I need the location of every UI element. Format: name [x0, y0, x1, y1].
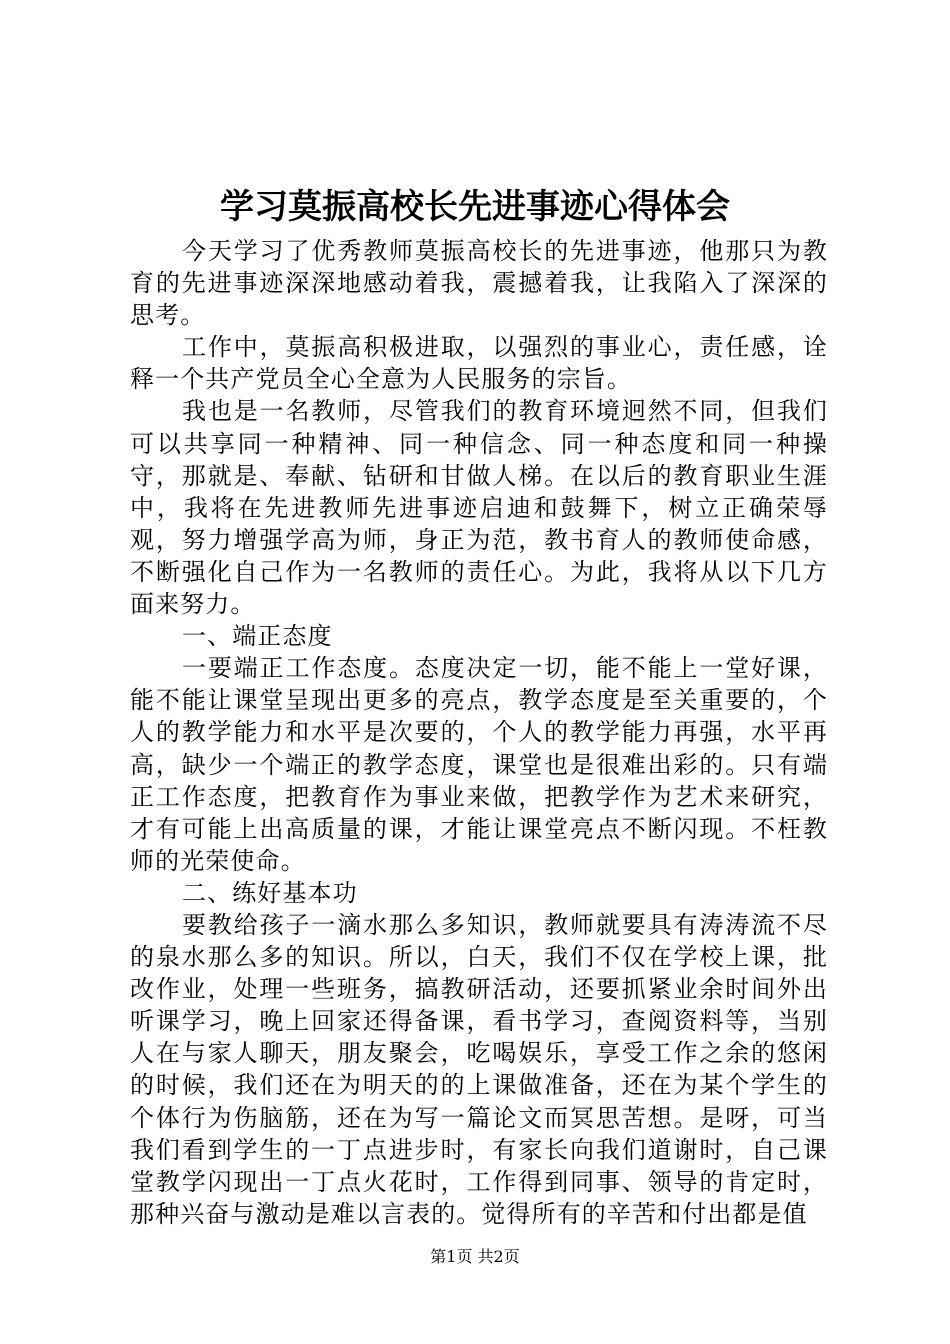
document-title: 学习莫振高校长先进事迹心得体会: [220, 187, 730, 227]
paragraph-basic-skills: 要教给孩子一滴水那么多知识，教师就要具有涛涛流不尽的泉水那么多的知识。所以，白天，我们不仅在学校上课，批改作业，处理一些班务，搞教研活动，还要抓紧业余时间外出听课学习，晚上回家还得备课，看书学习，查阅资料等，当别人在与家人聊天，朋友聚会，吃喝娱乐，享受工作之余的悠闲的时候，我们还在为明天的的上课做准备，还在为某个学生的个体行为伤脑筋，还在为写一篇论文而冥思苦想。是呀，可当我们看到学生的一丁点进步时，有家长向我们道谢时，自己课堂教学闪现出一丁点火花时，工作得到同事、领导的肯定时，那种兴奋与激动是难以言表的。觉得所有的辛苦和付出都是值: [130, 910, 828, 1228]
paragraph-work: 工作中，莫振高积极进取，以强烈的事业心，责任感，诠释一个共产党员全心全意为人民服务的宗旨。: [130, 333, 828, 394]
paragraph-teacher: 我也是一名教师，尽管我们的教育环境迥然不同，但我们可以共享同一种精神、同一种信念、同一种态度和同一种操守，那就是、奉献、钻研和甘做人梯。在以后的教育职业生涯中，我将在先进教师先进事迹启迪和鼓舞下，树立正确荣辱观，努力增强学高为师，身正为范，教书育人的教师使命感，不断强化自己作为一名教师的责任心。为此，我将从以下几方面来努力。: [130, 397, 828, 619]
paragraph-attitude: 一要端正工作态度。态度决定一切，能不能上一堂好课，能不能让课堂呈现出更多的亮点，教学态度是至关重要的，个人的教学能力和水平是次要的，个人的教学能力再强，水平再高，缺少一个端正的教学态度，课堂也是很难出彩的。只有端正工作态度，把教育作为事业来做，把教学作为艺术来研究，才有可能上出高质量的课，才能让课堂亮点不断闪现。不枉教师的光荣使命。: [130, 654, 828, 875]
document-body: [130, 235, 828, 1230]
page-number-footer: 第1页 共2页: [430, 1247, 520, 1266]
paragraph-intro: 今天学习了优秀教师莫振高校长的先进事迹，他那只为教育的先进事迹深深地感动着我，震撼着我，让我陷入了深深的思考。: [130, 237, 828, 330]
section-heading-basic-skills: 二、练好基本功: [182, 878, 358, 907]
section-heading-attitude: 一、端正态度: [182, 622, 333, 651]
